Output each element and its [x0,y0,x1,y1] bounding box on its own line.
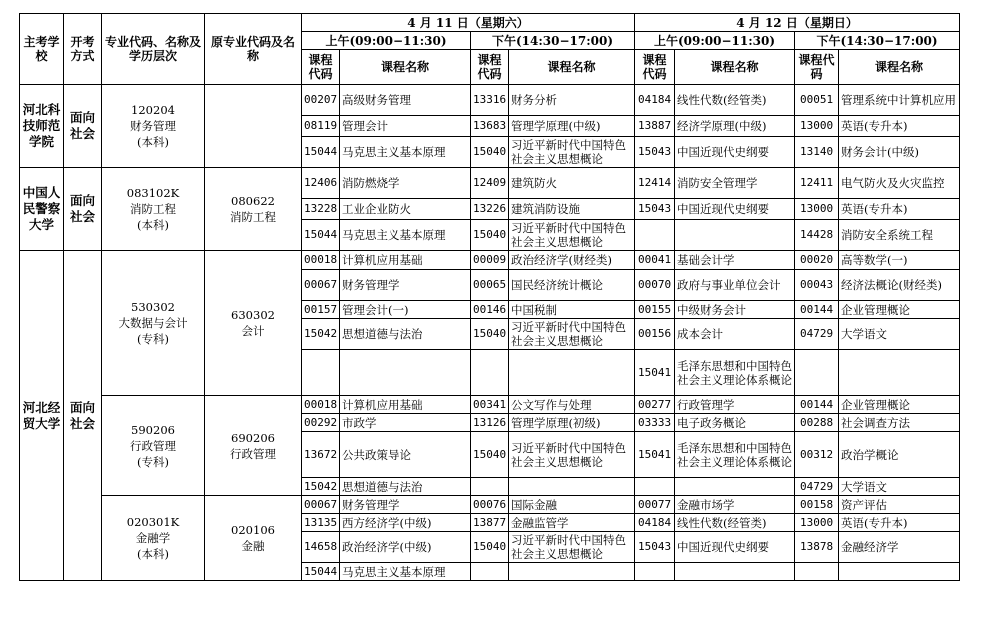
course-name: 建筑防火 [509,168,635,199]
course-code: 13672 [302,432,340,478]
course-name: 大学语文 [839,478,960,496]
course-name: 大学语文 [839,319,960,350]
course-code: 15040 [471,220,509,251]
course-code [635,563,675,581]
course-name: 成本会计 [675,319,795,350]
course-name: 消防燃烧学 [340,168,471,199]
course-code: 15044 [302,220,340,251]
header-day2-am: 上午(09:00−11:30) [635,32,795,50]
course-code: 15044 [302,137,340,168]
course-code: 13126 [471,414,509,432]
course-name: 马克思主义基本原理 [340,220,471,251]
course-name: 管理会计(一) [340,301,471,319]
course-code: 00144 [795,396,839,414]
schedule-body [20,85,960,581]
course-name: 政治经济学(财经类) [509,251,635,270]
course-code [471,350,509,396]
course-name: 资产评估 [839,496,960,514]
course-code: 13316 [471,85,509,116]
table-row [20,496,960,514]
course-name: 线性代数(经管类) [675,514,795,532]
course-name: 财务管理学 [340,496,471,514]
old-major-info: 630302 会计 [205,251,302,396]
course-name [340,350,471,396]
header-name: 课程名称 [509,50,635,85]
course-code: 00312 [795,432,839,478]
course-code: 00018 [302,396,340,414]
course-code: 15041 [635,432,675,478]
course-name: 消防安全管理学 [675,168,795,199]
table-row [20,168,960,199]
course-code: 00067 [302,270,340,301]
course-code: 13000 [795,116,839,137]
course-code: 15043 [635,532,675,563]
course-name: 思想道德与法治 [340,319,471,350]
table-row [20,85,960,116]
course-name: 习近平新时代中国特色社会主义思想概论 [509,532,635,563]
course-code: 00157 [302,301,340,319]
course-code: 13878 [795,532,839,563]
course-code: 13140 [795,137,839,168]
school-name: 河北经贸大学 [20,251,64,581]
course-name: 中国税制 [509,301,635,319]
header-school: 主考学校 [20,14,64,85]
course-code [635,478,675,496]
course-name: 消防安全系统工程 [839,220,960,251]
course-code: 00146 [471,301,509,319]
course-code: 00018 [302,251,340,270]
course-name: 中国近现代史纲要 [675,532,795,563]
major-info: 530302 大数据与会计 (专科) [102,251,205,396]
course-code: 00207 [302,85,340,116]
course-name: 电气防火及火灾监控 [839,168,960,199]
school-name: 河北科技师范学院 [20,85,64,168]
course-name: 财务会计(中级) [839,137,960,168]
course-name: 经济法概论(财经类) [839,270,960,301]
old-major-info: 690206 行政管理 [205,396,302,496]
course-code: 13887 [635,116,675,137]
course-name: 市政学 [340,414,471,432]
course-code: 00070 [635,270,675,301]
course-code: 15040 [471,432,509,478]
course-name: 毛泽东思想和中国特色社会主义理论体系概论 [675,432,795,478]
course-code: 12409 [471,168,509,199]
course-code: 00292 [302,414,340,432]
course-name [509,563,635,581]
course-name [509,478,635,496]
course-code: 13683 [471,116,509,137]
course-name [839,563,960,581]
course-name: 高等数学(一) [839,251,960,270]
course-name: 习近平新时代中国特色社会主义思想概论 [509,220,635,251]
course-code: 04184 [635,514,675,532]
course-name [675,563,795,581]
course-name: 线性代数(经管类) [675,85,795,116]
header-code: 课程代码 [795,50,839,85]
course-code: 04184 [635,85,675,116]
course-name: 计算机应用基础 [340,396,471,414]
exam-mode: 面向社会 [64,168,102,251]
course-name: 电子政务概论 [675,414,795,432]
school-name: 中国人民警察大学 [20,168,64,251]
course-name: 马克思主义基本原理 [340,563,471,581]
header-day1-pm: 下午(14:30−17:00) [471,32,635,50]
header-code: 课程代码 [635,50,675,85]
course-code: 00277 [635,396,675,414]
course-name: 社会调查方法 [839,414,960,432]
header-day2-pm: 下午(14:30−17:00) [795,32,960,50]
header-day-1: 4 月 11 日（星期六） [302,14,635,32]
course-name: 国民经济统计概论 [509,270,635,301]
course-name: 金融经济学 [839,532,960,563]
header-major: 专业代码、名称及学历层次 [102,14,205,85]
course-code [471,563,509,581]
header-day1-am: 上午(09:00−11:30) [302,32,471,50]
course-name: 中级财务会计 [675,301,795,319]
course-name: 政治学概论 [839,432,960,478]
course-code: 15041 [635,350,675,396]
course-name: 英语(专升本) [839,199,960,220]
course-code: 00020 [795,251,839,270]
course-code: 13226 [471,199,509,220]
course-name [675,478,795,496]
course-name: 西方经济学(中级) [340,514,471,532]
course-code: 04729 [795,478,839,496]
course-name: 管理系统中计算机应用 [839,85,960,116]
course-name: 政治经济学(中级) [340,532,471,563]
course-code: 15040 [471,319,509,350]
course-name: 国际金融 [509,496,635,514]
course-code: 00043 [795,270,839,301]
course-name: 马克思主义基本原理 [340,137,471,168]
course-code: 00341 [471,396,509,414]
table-row [20,251,960,270]
table-row [20,396,960,414]
course-name: 管理学原理(初级) [509,414,635,432]
course-code: 00065 [471,270,509,301]
major-info: 590206 行政管理 (专科) [102,396,205,496]
header-name: 课程名称 [839,50,960,85]
old-major-info: 020106 金融 [205,496,302,581]
old-major-info [205,85,302,168]
course-name: 英语(专升本) [839,116,960,137]
course-code: 15042 [302,478,340,496]
course-code: 14428 [795,220,839,251]
course-code: 00156 [635,319,675,350]
course-name: 经济学原理(中级) [675,116,795,137]
course-code: 15040 [471,532,509,563]
course-name: 财务分析 [509,85,635,116]
course-name: 习近平新时代中国特色社会主义思想概论 [509,137,635,168]
course-code: 00158 [795,496,839,514]
course-code: 00067 [302,496,340,514]
course-name: 公文写作与处理 [509,396,635,414]
course-code: 12414 [635,168,675,199]
course-code: 04729 [795,319,839,350]
course-code: 15042 [302,319,340,350]
course-name: 基础会计学 [675,251,795,270]
course-name [509,350,635,396]
course-name: 金融监管学 [509,514,635,532]
course-code [635,220,675,251]
course-name: 毛泽东思想和中国特色社会主义理论体系概论 [675,350,795,396]
course-name: 财务管理学 [340,270,471,301]
course-name: 建筑消防设施 [509,199,635,220]
header-mode: 开考方式 [64,14,102,85]
course-code [302,350,340,396]
course-name: 思想道德与法治 [340,478,471,496]
course-code: 12411 [795,168,839,199]
course-code: 13000 [795,199,839,220]
course-name: 企业管理概论 [839,301,960,319]
course-code: 00076 [471,496,509,514]
header-name: 课程名称 [675,50,795,85]
course-name: 公共政策导论 [340,432,471,478]
major-info: 083102K 消防工程 (本科) [102,168,205,251]
header-code: 课程代码 [302,50,340,85]
course-code: 15040 [471,137,509,168]
major-info: 020301K 金融学 (本科) [102,496,205,581]
header-old-major: 原专业代码及名称 [205,14,302,85]
course-code [471,478,509,496]
course-name [675,220,795,251]
course-code [795,350,839,396]
course-code: 14658 [302,532,340,563]
course-name: 管理学原理(中级) [509,116,635,137]
course-name: 英语(专升本) [839,514,960,532]
course-name: 政府与事业单位会计 [675,270,795,301]
course-code: 03333 [635,414,675,432]
course-name: 管理会计 [340,116,471,137]
exam-mode: 面向社会 [64,85,102,168]
exam-mode: 面向社会 [64,251,102,581]
course-code: 12406 [302,168,340,199]
exam-schedule-table [19,13,960,581]
course-code: 13228 [302,199,340,220]
course-name: 中国近现代史纲要 [675,199,795,220]
header-name: 课程名称 [340,50,471,85]
course-code: 15043 [635,137,675,168]
course-code: 15044 [302,563,340,581]
course-name: 习近平新时代中国特色社会主义思想概论 [509,319,635,350]
course-code [795,563,839,581]
header-day-2: 4 月 12 日（星期日） [635,14,960,32]
course-name: 计算机应用基础 [340,251,471,270]
course-name: 行政管理学 [675,396,795,414]
course-name: 工业企业防火 [340,199,471,220]
course-code: 00155 [635,301,675,319]
course-name [839,350,960,396]
course-name: 中国近现代史纲要 [675,137,795,168]
course-code: 08119 [302,116,340,137]
course-code: 00051 [795,85,839,116]
major-info: 120204 财务管理 (本科) [102,85,205,168]
course-code: 00009 [471,251,509,270]
course-code: 13000 [795,514,839,532]
course-code: 00041 [635,251,675,270]
course-code: 13135 [302,514,340,532]
old-major-info: 080622 消防工程 [205,168,302,251]
course-code: 13877 [471,514,509,532]
course-name: 金融市场学 [675,496,795,514]
course-code: 15043 [635,199,675,220]
course-name: 企业管理概论 [839,396,960,414]
course-code: 00144 [795,301,839,319]
header-code: 课程代码 [471,50,509,85]
course-name: 高级财务管理 [340,85,471,116]
course-code: 00077 [635,496,675,514]
course-code: 00288 [795,414,839,432]
course-name: 习近平新时代中国特色社会主义思想概论 [509,432,635,478]
